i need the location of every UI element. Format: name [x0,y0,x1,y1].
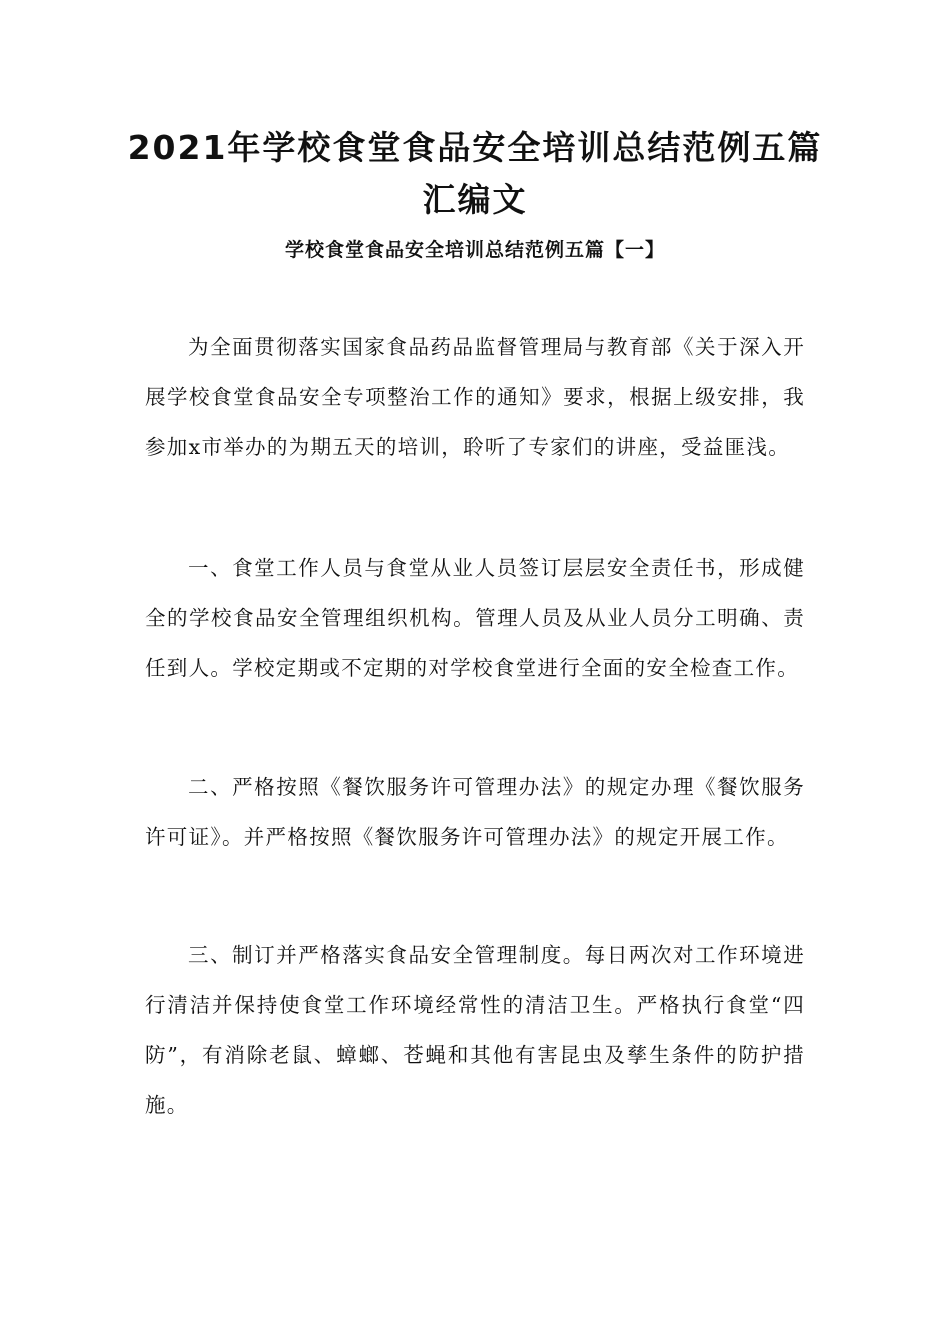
document-title-line-2: 汇编文 [422,180,528,219]
paragraph-item-2: 二、严格按照《餐饮服务许可管理办法》的规定办理《餐饮服务许可证》。并严格按照《餐饮服务许可管理办法》的规定开展工作。 [145,775,805,849]
paragraph-item-1: 一、食堂工作人员与食堂从业人员签订层层安全责任书，形成健全的学校食品安全管理组织机构。管理人员及从业人员分工明确、责任到人。学校定期或不定期的对学校食堂进行全面的安全检查工作。 [145,556,805,680]
section-heading: 学校食堂食品安全培训总结范例五篇【一】 [284,239,665,261]
paragraph-item-3: 三、制订并严格落实食品安全管理制度。每日两次对工作环境进行清洁并保持使食堂工作环境经常性的清洁卫生。严格执行食堂“四防”，有消除老鼠、蟑螂、苍蝇和其他有害昆虫及孳生条件的防护措施。 [145,943,805,1117]
document-title-line-1: 2021年学校食堂食品安全培训总结范例五篇 [127,128,823,167]
paragraph-intro: 为全面贯彻落实国家食品药品监督管理局与教育部《关于深入开展学校食堂食品安全专项整治工作的通知》要求，根据上级安排，我参加x市举办的为期五天的培训，聆听了专家们的讲座，受益匪浅。 [145,335,805,459]
